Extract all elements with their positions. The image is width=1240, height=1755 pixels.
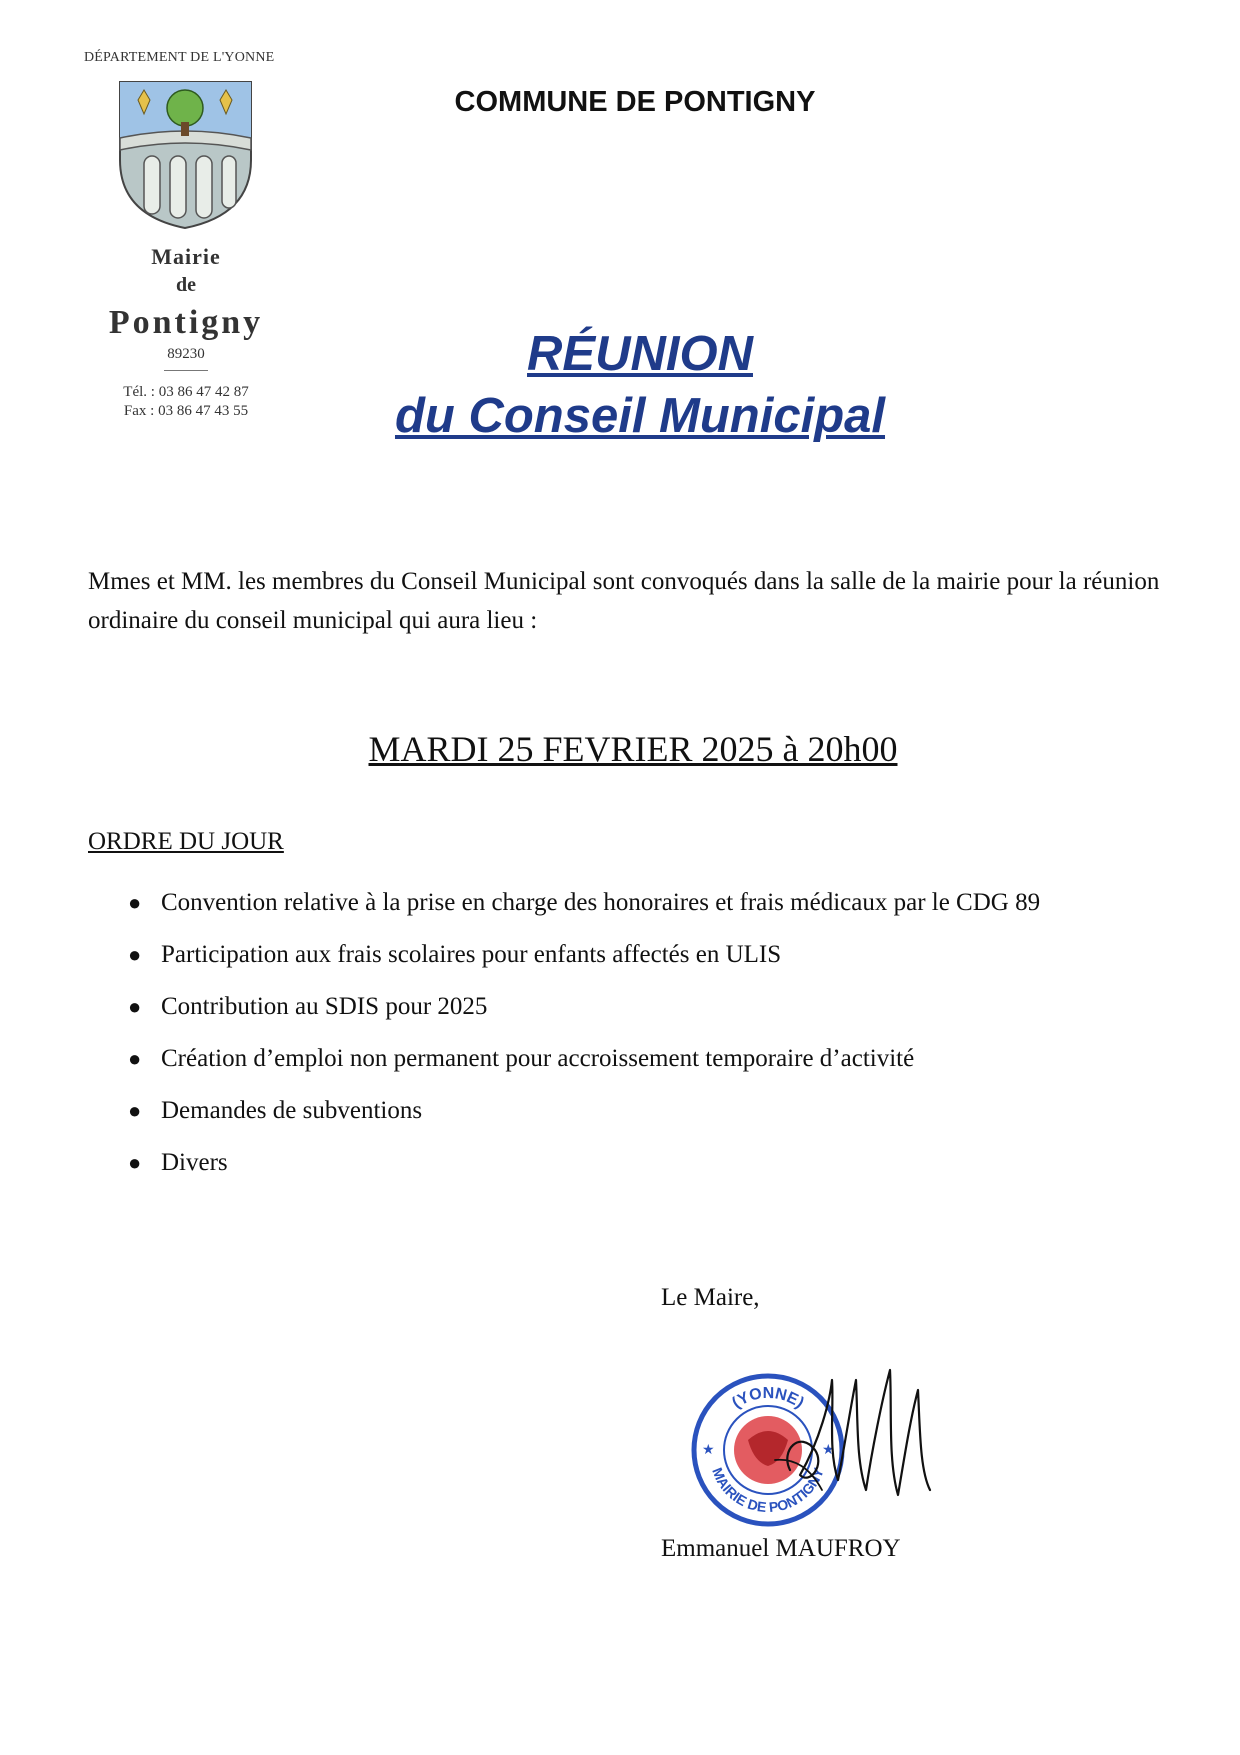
- agenda-item-text: Participation aux frais scolaires pour enfants affectés en ULIS: [161, 941, 782, 968]
- signatory-title: Le Maire,: [661, 1284, 760, 1311]
- bullet-icon: ●: [128, 1150, 142, 1175]
- agenda-item-text: Divers: [161, 1149, 228, 1176]
- agenda-item: [88, 1093, 1178, 1128]
- agenda-item: [88, 989, 1178, 1024]
- document-title-line1: RÉUNION: [527, 327, 753, 381]
- mairie-line3: Pontigny: [108, 304, 264, 341]
- agenda-list: [88, 885, 1178, 1197]
- bullet-icon: ●: [128, 942, 142, 967]
- bullet-icon: ●: [128, 890, 142, 915]
- fax-number: Fax : 03 86 47 43 55: [123, 403, 249, 419]
- agenda-item: [88, 937, 1178, 972]
- svg-text:★: ★: [822, 1443, 835, 1458]
- agenda-item-text: Création d’emploi non permanent pour accroissement temporaire d’activité: [161, 1045, 915, 1072]
- bullet-icon: ●: [128, 1098, 142, 1123]
- agenda-item-text: Demandes de subventions: [161, 1097, 423, 1124]
- coat-of-arms-icon: [118, 80, 253, 230]
- signatory-name: Emmanuel MAUFROY: [661, 1535, 901, 1562]
- phone-number: Tél. : 03 86 47 42 87: [123, 384, 249, 400]
- commune-heading: COMMUNE DE PONTIGNY: [454, 86, 816, 118]
- meeting-date: MARDI 25 FEVRIER 2025 à 20h00: [368, 729, 898, 769]
- agenda-item-text: Convention relative à la prise en charge des honoraires et frais médicaux par le CDG 89: [161, 889, 1041, 916]
- svg-text:★: ★: [702, 1443, 715, 1458]
- department-label: DÉPARTEMENT DE L'YONNE: [84, 50, 275, 65]
- mairie-line2: de: [176, 274, 196, 296]
- agenda-item: [88, 1041, 1178, 1076]
- agenda-item: [88, 885, 1178, 920]
- agenda-item: [88, 1145, 1178, 1180]
- postcode: 89230: [167, 346, 205, 362]
- stamp-text-bottom: MAIRIE DE PONTIGNY: [709, 1465, 827, 1516]
- divider: [164, 370, 208, 371]
- bullet-icon: ●: [128, 1046, 142, 1071]
- intro-paragraph: Mmes et MM. les membres du Conseil Municipal sont convoqués dans la salle de la mairie pour la réunion ordinaire du conseil municipal qui aura lieu :: [88, 568, 1160, 634]
- agenda-item-text: Contribution au SDIS pour 2025: [161, 993, 488, 1020]
- mairie-line1: Mairie: [151, 244, 221, 269]
- agenda-heading: ORDRE DU JOUR: [88, 828, 284, 855]
- document-title-line2: du Conseil Municipal: [394, 389, 886, 443]
- bullet-icon: ●: [128, 994, 142, 1019]
- stamp-text-top: (YONNE): [729, 1384, 807, 1412]
- handwritten-signature: [770, 1340, 940, 1520]
